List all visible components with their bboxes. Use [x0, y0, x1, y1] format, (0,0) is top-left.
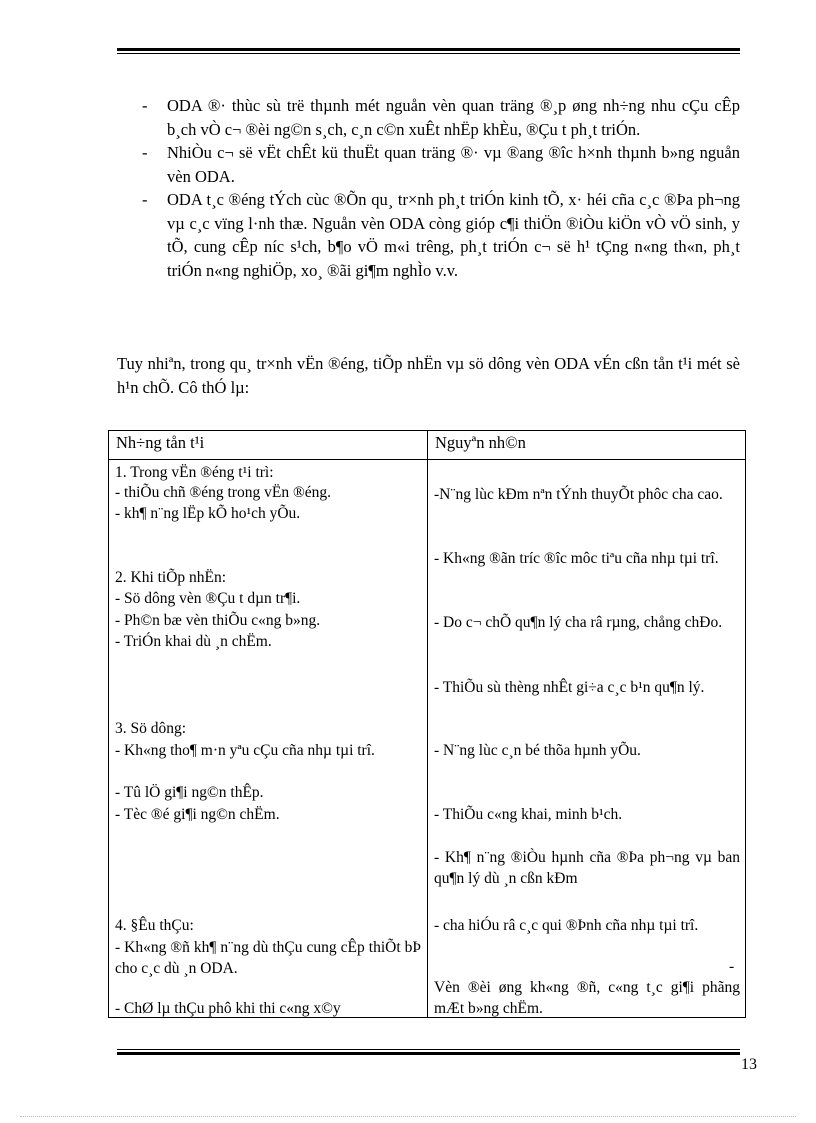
table-cell-left: - Kh«ng tho¶ m·n yªu cÇu cña nhµ tµi trî.	[115, 742, 375, 759]
table-column-divider	[427, 431, 428, 1017]
header-rule-thin	[117, 53, 740, 54]
table-cell-left: 1. Trong vËn ®éng t¹i trì:	[115, 464, 274, 481]
bullet-marker: -	[142, 96, 148, 115]
footer-rule-thick	[117, 1052, 740, 1055]
page-number: 13	[741, 1056, 757, 1073]
table-cell-right: - N¨ng lùc c¸n bé thõa hµnh yÕu.	[434, 742, 641, 759]
table-cell-left: - ChØ lµ thÇu phô khi thi c«ng x©y	[115, 1000, 341, 1017]
table-cell-right: - Kh«ng ®ãn tríc ®îc môc tiªu cña nhµ tµi trî.	[434, 550, 719, 567]
footer-rule-thin	[117, 1049, 740, 1050]
bullet-marker: -	[142, 143, 148, 162]
table-cell-left: 2. Khi tiÕp nhËn:	[115, 569, 227, 586]
table-cell-left: - kh¶ n¨ng lËp kÕ ho¹ch yÕu.	[115, 505, 301, 522]
header-rule-thick	[117, 48, 740, 51]
table-header-issues: Nh÷ng tån t¹i	[116, 433, 205, 452]
table-cell-left: - Ph©n bæ vèn thiÕu c«ng b»ng.	[115, 612, 321, 629]
table-cell-left: - Tèc ®é gi¶i ng©n chËm.	[115, 806, 280, 823]
table-cell-left: - Sö dông vèn ®Çu t dµn tr¶i.	[115, 590, 301, 607]
table-cell-right-dash: -	[729, 958, 735, 975]
intro-paragraph: Tuy nhiªn, trong qu¸ tr×nh vËn ®éng, tiÕp nhËn vµ sö dông vèn ODA vÉn cßn tån t¹i mét sè h¹n chÕ. Cô thÓ lµ:	[117, 354, 740, 397]
bullet-item	[117, 94, 740, 141]
page-break-dotted-line	[20, 1116, 796, 1117]
bullet-item	[117, 188, 740, 282]
issues-table	[108, 430, 746, 1018]
bullet-marker: -	[142, 190, 148, 209]
table-cell-left: - thiÕu chñ ®éng trong vËn ®éng.	[115, 484, 331, 501]
table-cell-left: 4. §Êu thÇu:	[115, 917, 194, 934]
bullet-text: ODA ®· thùc sù trë thµnh mét nguån vèn quan träng ®¸p øng nh÷ng nhu cÇu cÊp b¸ch vÒ c¬ ®èi ng©n s¸ch, c¸n c©n xuÊt nhËp khÈu, ®Çu t ph¸t triÓn.	[167, 96, 740, 139]
table-cell-left: - Kh«ng ®ñ kh¶ n¨ng dù thÇu cung cÊp thiÕt bÞ cho c¸c dù ¸n ODA.	[115, 939, 421, 977]
table-cell-right: - Kh¶ n¨ng ®iÒu hµnh cña ®Þa ph¬ng vµ ban qu¶n lý dù ¸n cßn kÐm	[434, 849, 740, 887]
table-cell-right: - Do c¬ chÕ qu¶n lý cha râ rµng, chång chÐo.	[434, 614, 723, 631]
table-cell-left: 3. Sö dông:	[115, 720, 187, 737]
table-cell-left: - TriÓn khai dù ¸n chËm.	[115, 633, 272, 650]
table-cell-right: -N¨ng lùc kÐm nªn tÝnh thuyÕt phôc cha cao.	[434, 486, 723, 503]
table-cell-left: - Tû lÖ gi¶i ng©n thÊp.	[115, 784, 264, 801]
table-cell-right: - cha hiÓu râ c¸c qui ®Þnh cña nhµ tµi trî.	[434, 917, 699, 934]
table-cell-right: - ThiÕu sù thèng nhÊt gi÷a c¸c b¹n qu¶n lý.	[434, 679, 705, 696]
bullet-list	[117, 94, 740, 282]
bullet-text: ODA t¸c ®éng tÝch cùc ®Õn qu¸ tr×nh ph¸t triÓn kinh tÕ, x· héi cña c¸c ®Þa ph¬ng vµ c¸c vïng l·nh thæ. Nguån vèn ODA còng gióp c¶i thiÖn ®iÒu kiÖn vÒ vÖ sinh, y tÕ, cung cÊp níc s¹ch, b¶o vÖ m«i trêng, ph¸t triÓn c¬ së h¹ tÇng n«ng th«n, ph¸t triÓn n«ng nghiÖp, xo¸ ®ãi gi¶m nghÌo v.v.	[167, 190, 740, 280]
table-header-divider	[109, 459, 745, 460]
table-header-causes: Nguyªn nh©n	[435, 433, 526, 452]
table-cell-right: - ThiÕu c«ng khai, minh b¹ch.	[434, 806, 623, 823]
table-cell-right: Vèn ®èi øng kh«ng ®ñ, c«ng t¸c gi¶i phãng mÆt b»ng chËm.	[434, 979, 740, 1017]
bullet-text: NhiÒu c¬ së vËt chÊt kü thuËt quan träng ®· vµ ®ang ®îc h×nh thµnh b»ng nguån vèn ODA.	[167, 143, 740, 186]
bullet-item	[117, 141, 740, 188]
